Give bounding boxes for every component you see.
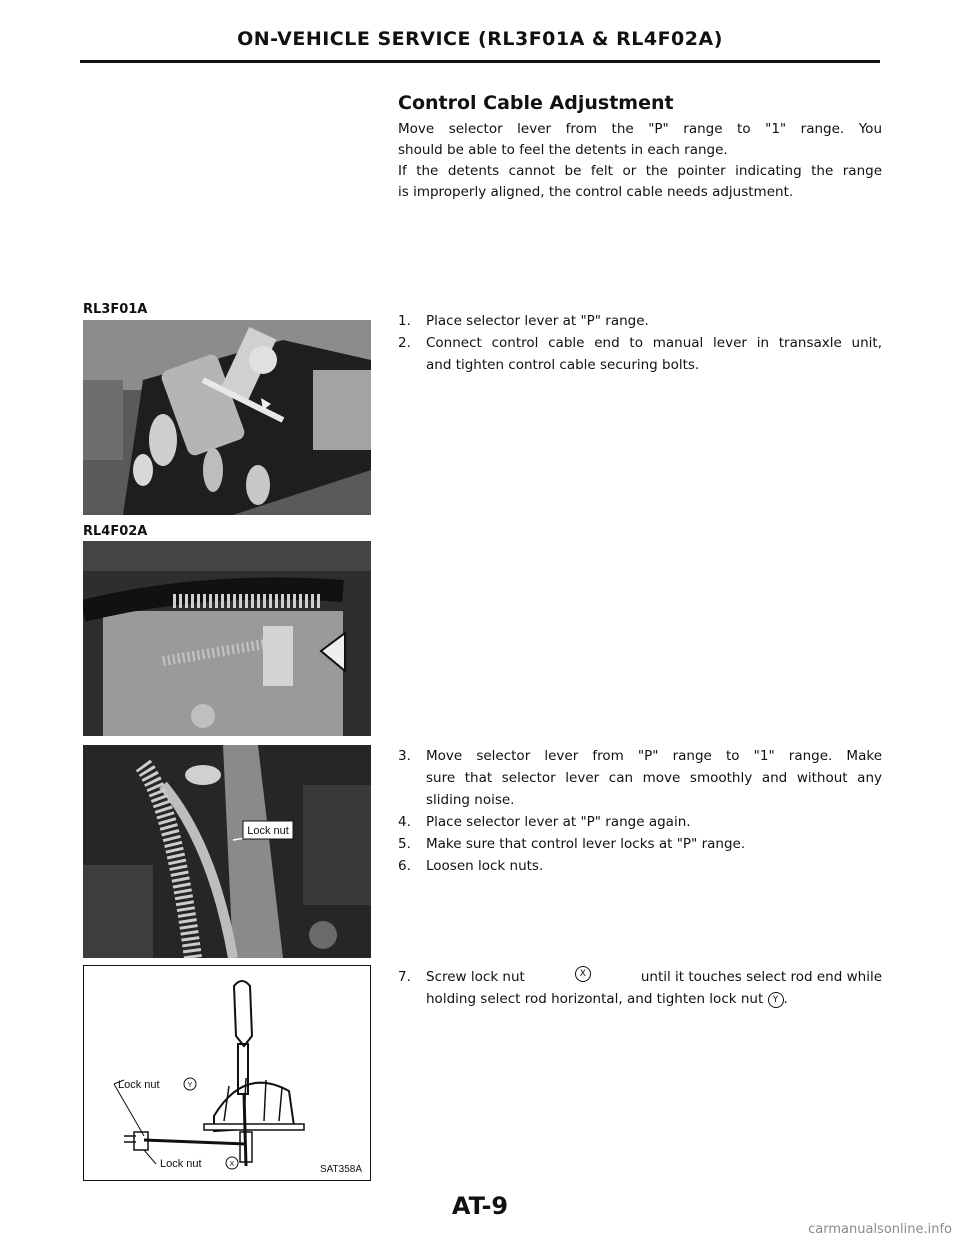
- step-text: Screw lock nut: [426, 969, 525, 985]
- step-text: sure that selector lever can move smoothly and without any: [426, 770, 882, 786]
- step-number: 1.: [398, 313, 411, 329]
- diagram-lock-nut-x-label: Lock nut: [160, 1158, 202, 1170]
- step-text: Loosen lock nuts.: [426, 858, 544, 874]
- step-5: [398, 833, 882, 855]
- diagram-marker-x: X: [229, 1161, 235, 1168]
- intro-paragraph: [398, 119, 882, 203]
- step-7-line-2: holding select rod horizontal, and tighten lock nut Y .: [426, 991, 788, 1007]
- step-number: 3.: [398, 748, 411, 764]
- step-6: [398, 855, 882, 877]
- rl4f02a-photo-illustration: [83, 541, 371, 736]
- marker-x-icon: X: [575, 966, 591, 982]
- step-text: Place selector lever at "P" range again.: [426, 814, 691, 830]
- step-number: 2.: [398, 335, 411, 351]
- step-text: Move selector lever from "P" range to "1" range. Make: [426, 748, 882, 764]
- steps-list-a: [398, 310, 882, 376]
- step-text: Place selector lever at "P" range.: [426, 313, 649, 329]
- step-text: Connect control cable end to manual lever in transaxle unit,: [426, 335, 882, 351]
- steps-list-b: [398, 745, 882, 877]
- intro-line: If the detents cannot be felt or the pointer indicating the range: [398, 163, 882, 179]
- steps-list-c: [398, 966, 882, 1010]
- rl3f01a-photo-illustration: [83, 320, 371, 515]
- figure-label-rl3f01a: RL3F01A: [83, 302, 148, 317]
- page-number: AT-9: [451, 1192, 509, 1220]
- diagram-lock-nut-y-label: Lock nut: [118, 1079, 160, 1091]
- step-text: holding select rod horizontal, and tighten lock nut: [426, 991, 764, 1007]
- rl4f02a-photo: [83, 541, 371, 736]
- watermark: carmanualsonline.info: [808, 1222, 952, 1237]
- step-number: 6.: [398, 858, 411, 874]
- step-number: 7.: [398, 969, 411, 985]
- figure-label-rl4f02a: RL4F02A: [83, 524, 148, 539]
- header-rule: [80, 60, 880, 63]
- step-number: 5.: [398, 836, 411, 852]
- step-1: [398, 310, 882, 332]
- step-7-line-1: [426, 966, 882, 988]
- lock-nut-photo: [83, 745, 371, 958]
- step-2: [398, 332, 882, 376]
- intro-line: is improperly aligned, the control cable needs adjustment.: [398, 184, 794, 200]
- diagram-marker-y: Y: [187, 1082, 193, 1089]
- step-text: Make sure that control lever locks at "P" range.: [426, 836, 746, 852]
- step-7: [398, 966, 882, 1010]
- step-text: until it touches select rod end while: [640, 969, 882, 985]
- marker-y-icon: Y: [768, 992, 784, 1008]
- step-4: [398, 811, 882, 833]
- rl3f01a-photo: [83, 320, 371, 515]
- page-header: ON-VEHICLE SERVICE (RL3F01A & RL4F02A): [237, 28, 723, 50]
- intro-line: should be able to feel the detents in each range.: [398, 142, 728, 158]
- step-text: and tighten control cable securing bolts.: [426, 357, 700, 373]
- lock-nut-photo-illustration: [83, 745, 371, 958]
- selector-lever-diagram: [83, 965, 371, 1181]
- lock-nut-callout: Lock nut: [247, 825, 289, 837]
- step-3: [398, 745, 882, 811]
- step-text: sliding noise.: [426, 792, 515, 808]
- diagram-code: SAT358A: [319, 1164, 362, 1175]
- step-number: 4.: [398, 814, 411, 830]
- intro-line: Move selector lever from the "P" range to "1" range. You: [398, 121, 882, 137]
- selector-lever-drawing: [84, 966, 370, 1180]
- section-title: Control Cable Adjustment: [398, 92, 674, 114]
